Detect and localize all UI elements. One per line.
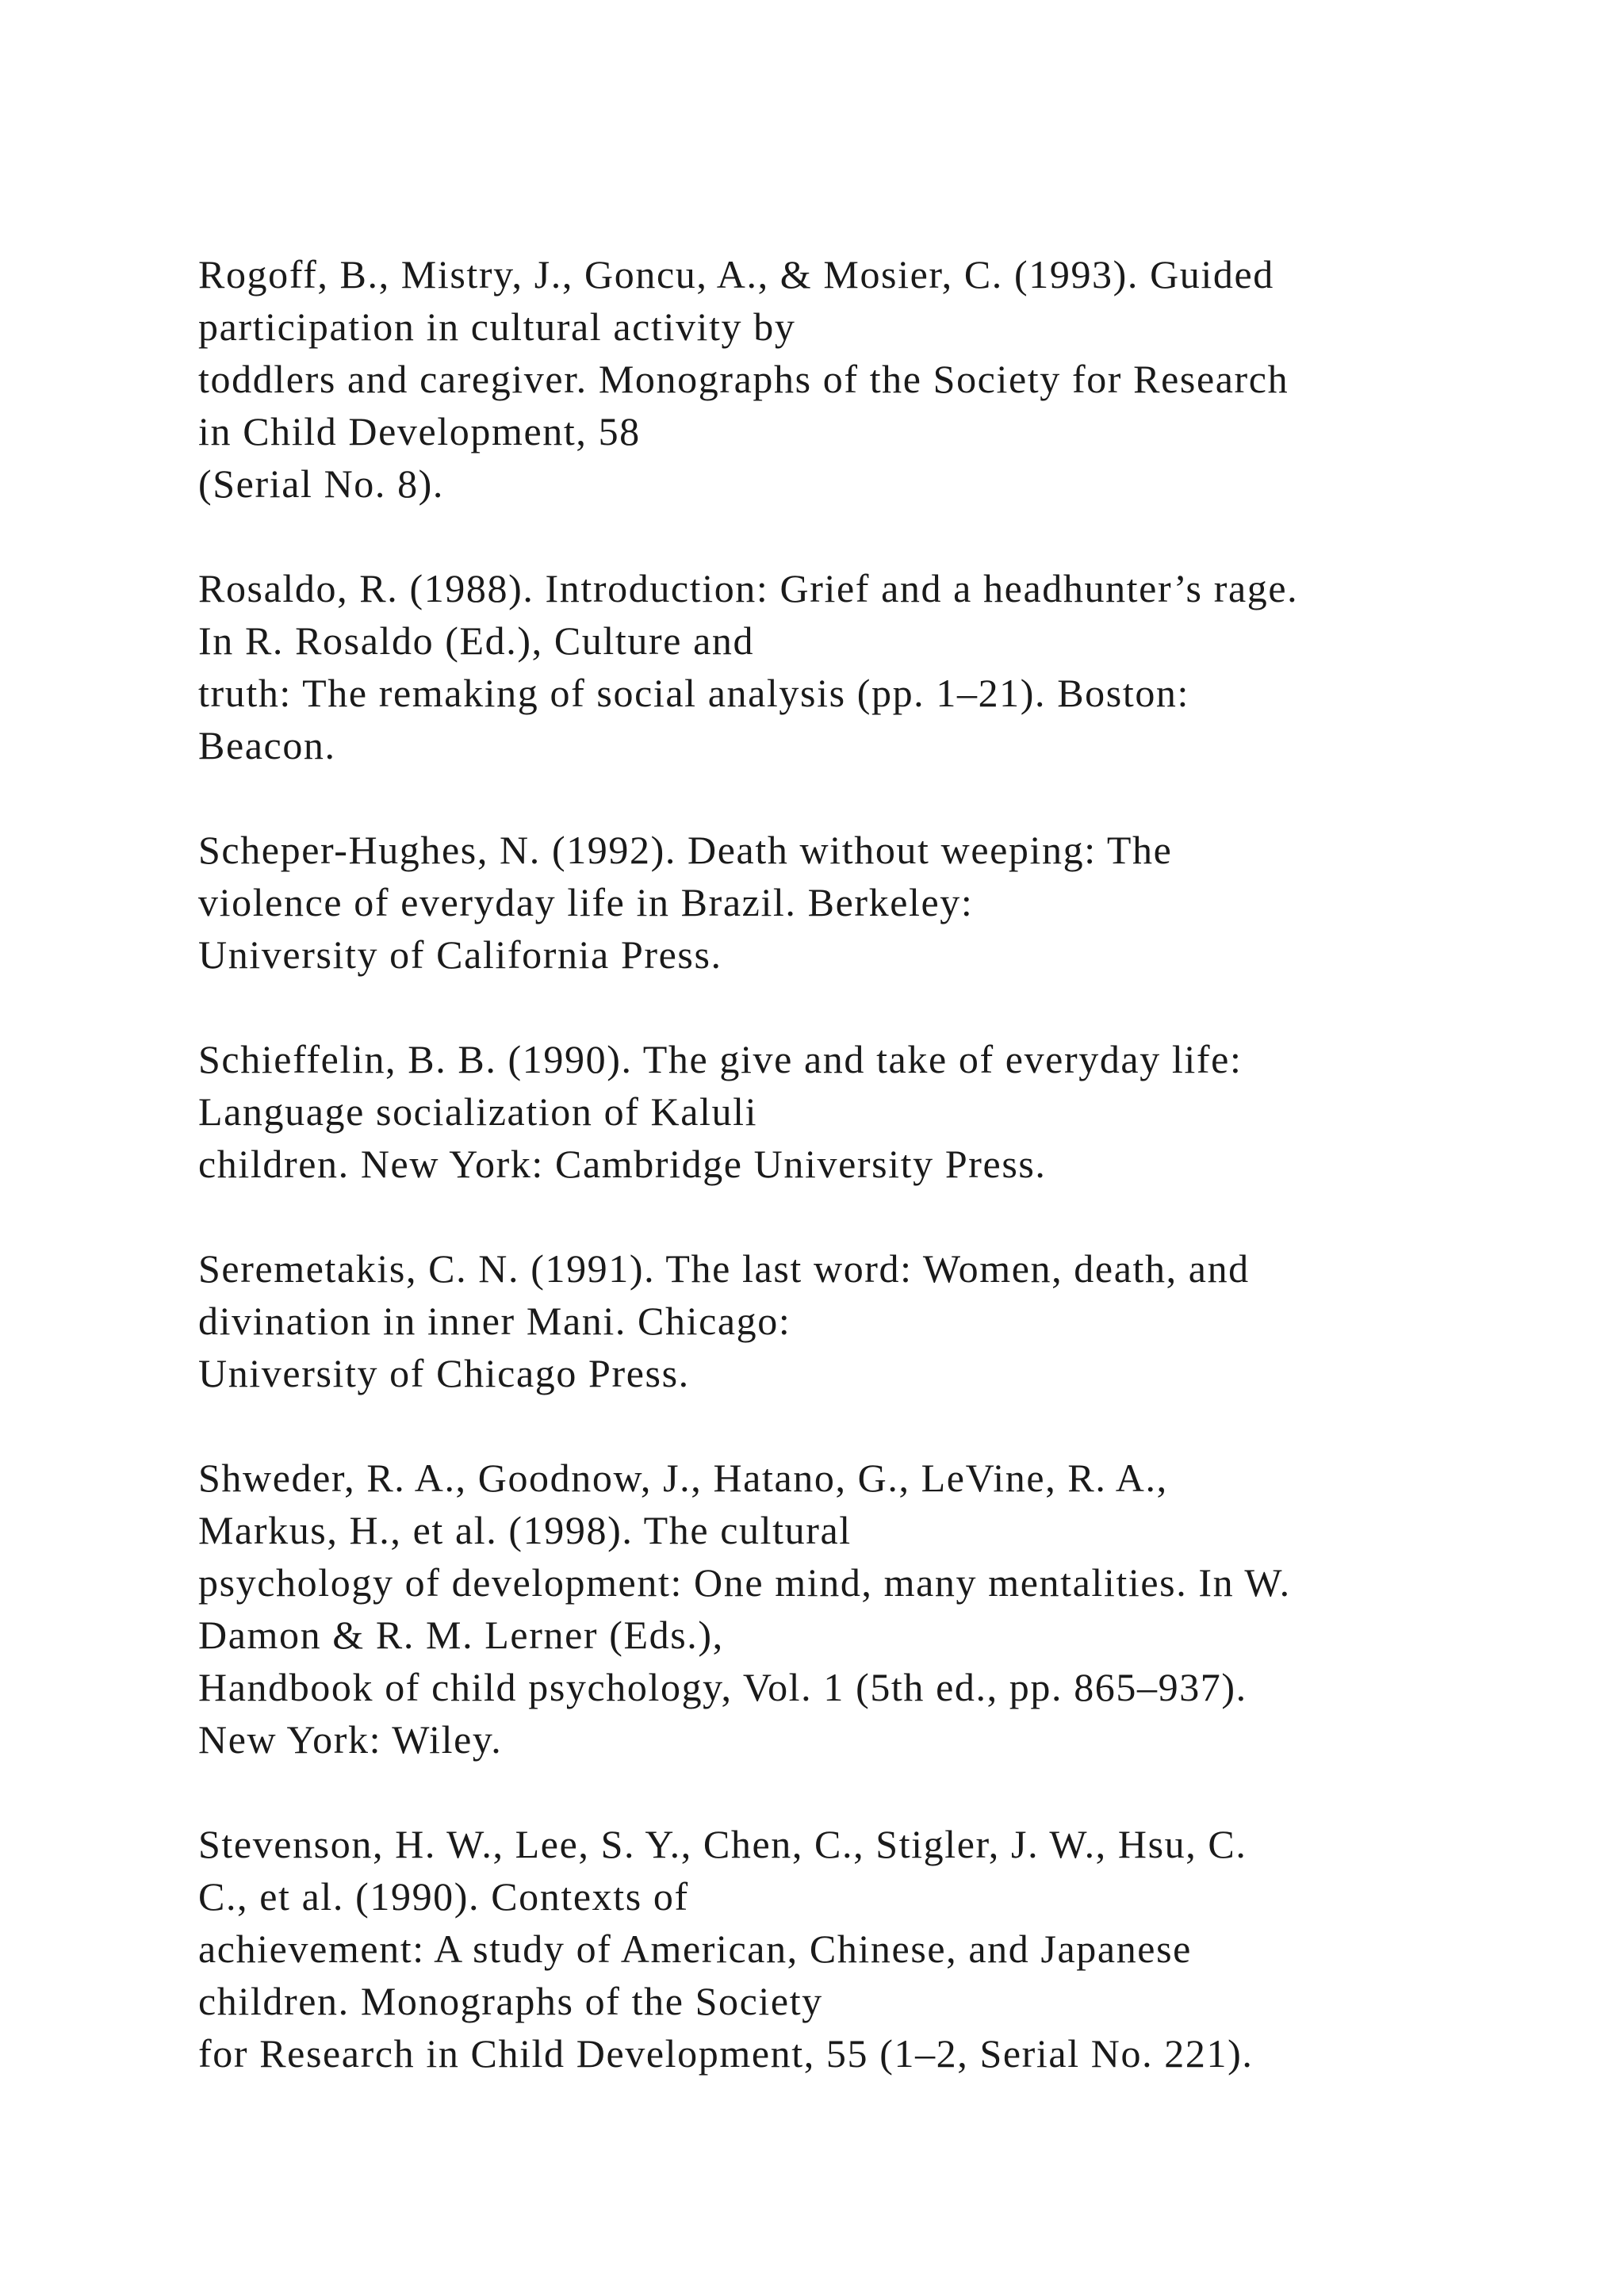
reference-line: divination in inner Mani. Chicago: — [198, 1299, 791, 1343]
reference-entry-seremetakis — [198, 1242, 1618, 1399]
reference-line: children. Monographs of the Society — [198, 1979, 823, 2023]
reference-line: for Research in Child Development, 55 (1–2, Serial No. 221). — [198, 2031, 1254, 2076]
reference-line: Seremetakis, C. N. (1991). The last word: Women, death, and — [198, 1246, 1250, 1291]
reference-list — [198, 248, 1618, 2132]
reference-line: children. New York: Cambridge University Press. — [198, 1142, 1047, 1186]
reference-entry-stevenson — [198, 1818, 1618, 2080]
reference-line: Rogoff, B., Mistry, J., Goncu, A., & Mosier, C. (1993). Guided — [198, 252, 1274, 297]
reference-line: New York: Wiley. — [198, 1717, 503, 1762]
reference-line: C., et al. (1990). Contexts of — [198, 1874, 689, 1919]
reference-line: Handbook of child psychology, Vol. 1 (5th ed., pp. 865–937). — [198, 1665, 1247, 1709]
reference-line: truth: The remaking of social analysis (pp. 1–21). Boston: — [198, 671, 1190, 715]
reference-line: Markus, H., et al. (1998). The cultural — [198, 1508, 852, 1552]
reference-line: Damon & R. M. Lerner (Eds.), — [198, 1613, 724, 1657]
reference-line: In R. Rosaldo (Ed.), Culture and — [198, 618, 755, 663]
reference-line: in Child Development, 58 — [198, 409, 641, 453]
reference-line: University of Chicago Press. — [198, 1351, 690, 1395]
reference-line: University of California Press. — [198, 932, 722, 977]
reference-line: Schieffelin, B. B. (1990). The give and take of everyday life: — [198, 1037, 1243, 1081]
reference-line: psychology of development: One mind, many mentalities. In W. — [198, 1560, 1291, 1605]
reference-entry-shweder — [198, 1452, 1618, 1766]
reference-entry-scheper-hughes — [198, 824, 1618, 981]
reference-line: (Serial No. 8). — [198, 461, 445, 506]
reference-line: toddlers and caregiver. Monographs of the Society for Research — [198, 357, 1289, 401]
reference-entry-schieffelin — [198, 1033, 1618, 1190]
reference-line: participation in cultural activity by — [198, 304, 796, 349]
reference-line: Scheper-Hughes, N. (1992). Death without weeping: The — [198, 828, 1173, 872]
reference-line: Language socialization of Kaluli — [198, 1089, 758, 1134]
reference-entry-rosaldo — [198, 562, 1618, 771]
reference-line: Rosaldo, R. (1988). Introduction: Grief and a headhunter’s rage. — [198, 566, 1299, 610]
reference-line: Shweder, R. A., Goodnow, J., Hatano, G., LeVine, R. A., — [198, 1456, 1168, 1500]
reference-entry-rogoff — [198, 248, 1618, 510]
reference-line: Beacon. — [198, 723, 336, 767]
reference-line: violence of everyday life in Brazil. Berkeley: — [198, 880, 974, 924]
reference-line: Stevenson, H. W., Lee, S. Y., Chen, C., Stigler, J. W., Hsu, C. — [198, 1822, 1247, 1866]
reference-line: achievement: A study of American, Chinese, and Japanese — [198, 1927, 1192, 1971]
